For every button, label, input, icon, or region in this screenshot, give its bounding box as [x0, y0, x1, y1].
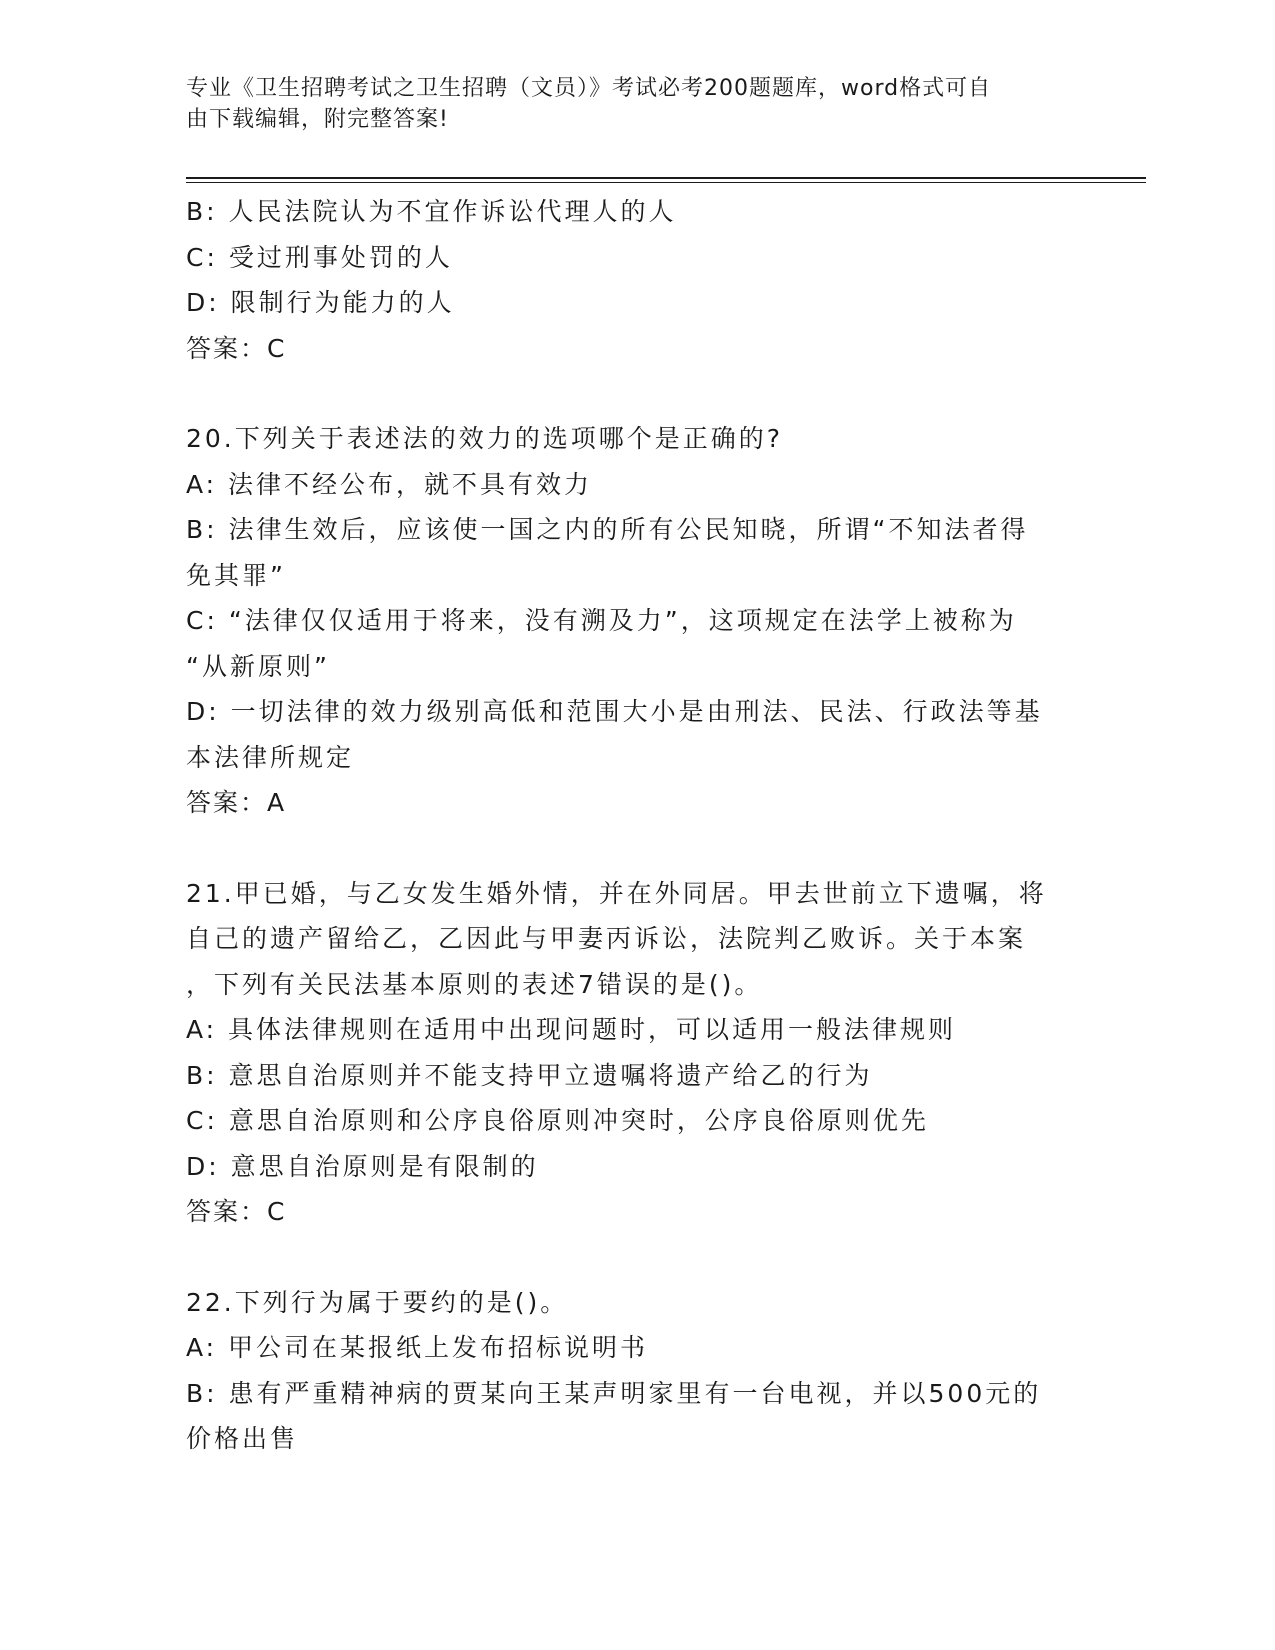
- question-list: [186, 189, 1066, 1462]
- option-line: A: 具体法律规则在适用中出现问题时，可以适用一般法律规则: [186, 1015, 957, 1044]
- option-line: 本法律所规定: [186, 742, 355, 772]
- document-header: [186, 73, 1056, 135]
- answer-line: 答案：A: [186, 788, 287, 817]
- option-line: “从新原则”: [186, 651, 330, 681]
- question-block-21: [186, 871, 1066, 1235]
- question-block-previous: [186, 189, 1066, 371]
- header-rule-thin: [186, 182, 1146, 183]
- question-text: 20.下列关于表述法的效力的选项哪个是正确的?: [186, 424, 784, 453]
- option-line: C: 受过刑事处罚的人: [186, 242, 453, 272]
- option-line: D: 限制行为能力的人: [186, 288, 455, 317]
- question-block-22: [186, 1280, 1066, 1462]
- question-text: 自己的遗产留给乙，乙因此与甲妻丙诉讼，法院判乙败诉。关于本案: [186, 924, 1027, 953]
- option-line: D: 一切法律的效力级别高低和范围大小是由刑法、民法、行政法等基: [186, 697, 1043, 726]
- option-line: B: 意思自治原则并不能支持甲立遗嘱将遗产给乙的行为: [186, 1060, 873, 1090]
- question-text: ，下列有关民法基本原则的表述7错误的是()。: [186, 969, 763, 999]
- option-line: B: 人民法院认为不宜作诉讼代理人的人: [186, 197, 677, 226]
- header-line-2: 由下载编辑，附完整答案!: [186, 107, 449, 132]
- question-text: 22.下列行为属于要约的是()。: [186, 1287, 569, 1317]
- option-line: B: 法律生效后，应该使一国之内的所有公民知晓，所谓“不知法者得: [186, 515, 1029, 544]
- question-text: 21.甲已婚，与乙女发生婚外情，并在外同居。甲去世前立下遗嘱，将: [186, 878, 1047, 908]
- option-line: 价格出售: [186, 1424, 299, 1453]
- answer-line: 答案：C: [186, 1197, 287, 1226]
- option-line: A: 法律不经公布，就不具有效力: [186, 469, 593, 499]
- option-line: C: “法律仅仅适用于将来，没有溯及力”，这项规定在法学上被称为: [186, 606, 1017, 635]
- option-line: B: 患有严重精神病的贾某向王某声明家里有一台电视，并以500元的: [186, 1378, 1042, 1408]
- option-line: 免其罪”: [186, 560, 286, 590]
- header-rule-thick: [186, 177, 1146, 179]
- header-line-1: 专业《卫生招聘考试之卫生招聘（文员）》考试必考200题题库，word格式可自: [186, 76, 992, 101]
- question-block-20: [186, 416, 1066, 826]
- option-line: C: 意思自治原则和公序良俗原则冲突时，公序良俗原则优先: [186, 1106, 929, 1135]
- option-line: A: 甲公司在某报纸上发布招标说明书: [186, 1333, 649, 1362]
- option-line: D: 意思自治原则是有限制的: [186, 1151, 539, 1181]
- answer-line: 答案：C: [186, 333, 287, 363]
